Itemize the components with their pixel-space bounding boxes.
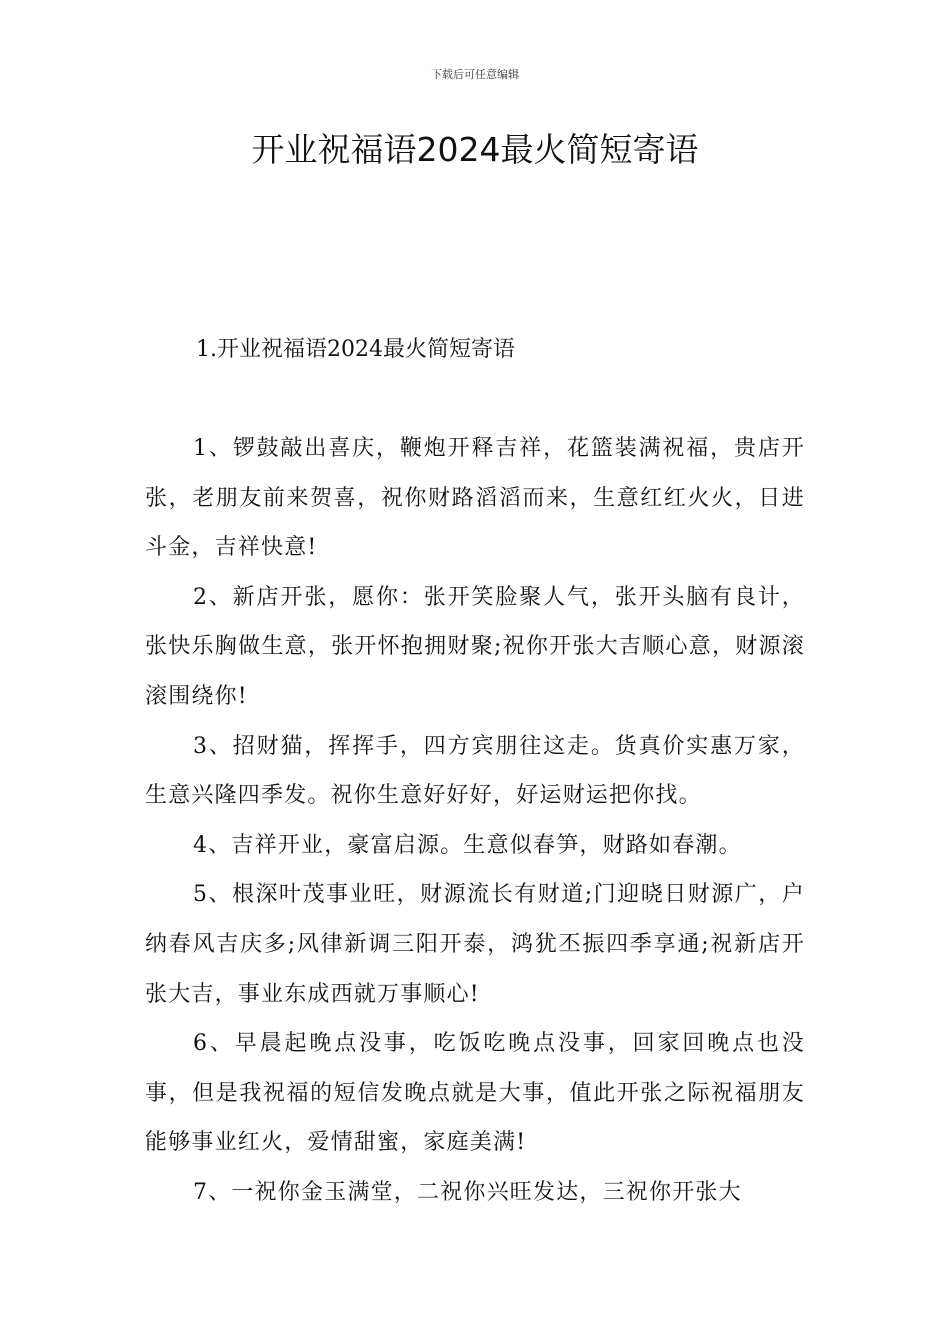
paragraph-4: 4、吉祥开业，豪富启源。生意似春笋，财路如春潮。: [193, 832, 742, 858]
paragraph-7: 7、一祝你金玉满堂，二祝你兴旺发达，三祝你开张大: [193, 1179, 742, 1205]
section-heading: 1.开业祝福语2024最火简短寄语: [196, 337, 515, 362]
document-title: 开业祝福语2024最火简短寄语: [251, 130, 699, 169]
paragraph-2: 2、新店开张，愿你：张开笑脸聚人气，张开头脑有良计，张快乐胸做生意，张开怀抱拥财聚;祝你开张大吉顺心意，财源滚滚围绕你!: [145, 584, 805, 709]
paragraph-3: 3、招财猫，挥挥手，四方宾朋往这走。货真价实惠万家，生意兴隆四季发。祝你生意好好好，好运财运把你找。: [145, 733, 805, 809]
header-note: 下载后可任意编辑: [431, 68, 519, 81]
body-text: [145, 424, 805, 1218]
paragraph-6: 6、早晨起晚点没事，吃饭吃晚点没事，回家回晚点也没事，但是我祝福的短信发晚点就是大事，值此开张之际祝福朋友能够事业红火，爱情甜蜜，家庭美满!: [145, 1031, 805, 1156]
paragraph-1: 1、锣鼓敲出喜庆，鞭炮开释吉祥，花篮装满祝福，贵店开张，老朋友前来贺喜，祝你财路滔滔而来，生意红红火火，日进斗金，吉祥快意!: [145, 436, 805, 561]
paragraph-5: 5、根深叶茂事业旺，财源流长有财道;门迎晓日财源广，户纳春风吉庆多;风律新调三阳开泰，鸿犹丕振四季享通;祝新店开张大吉，事业东成西就万事顺心!: [145, 882, 805, 1007]
